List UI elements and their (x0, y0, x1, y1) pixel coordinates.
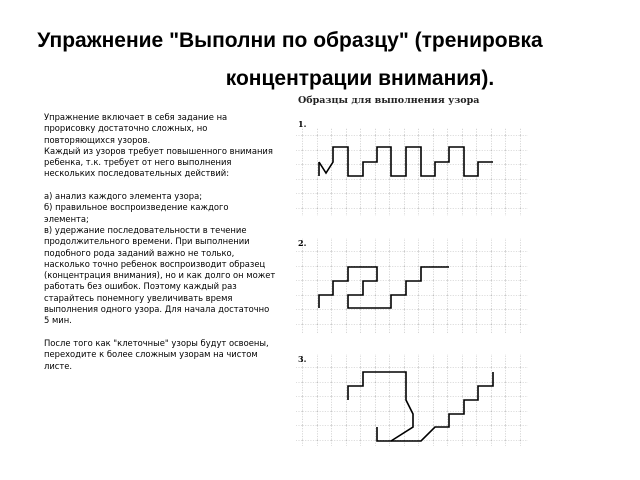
exercise-description (44, 112, 276, 372)
step-b: б) правильное воспроизведение каждого элемента; (44, 202, 229, 224)
grid-3 (296, 354, 528, 446)
pattern-2-label: 2. (298, 238, 307, 248)
paragraph-attention: Каждый из узоров требует повышенного внимания ребенка, т.к. требует от него выполнения нескольких последовательных действий: (44, 145, 273, 179)
title-line-1: Упражнение "Выполни по образцу" (тренировка (37, 29, 543, 52)
samples-heading: Образцы для выполнения узора (298, 95, 480, 106)
grid-2 (296, 238, 528, 334)
pattern-3-label: 3. (298, 354, 307, 364)
step-a: а) анализ каждого элемента узора; (44, 191, 203, 202)
grid-1 (296, 128, 528, 216)
pattern-1-label: 1. (298, 119, 307, 129)
paragraph-intro: Упражнение включает в себя задание на прорисовку достаточно сложных, но повторяющихся узоров. (44, 112, 228, 145)
title-line-2: концентрации внимания). (225, 67, 495, 90)
pattern-grids (288, 92, 538, 452)
step-c: в) удержание последовательности в течение продолжительного времени. При выполнении подобного рода заданий важно не только, насколько точно ребенок воспроизводит образец (концентрация внимания), но и как долго он может работать без ошибок. Поэтому каждый раз старайтесь понемногу увеличивать время выполнения одного узора. Для начала достаточно 5 мин. (44, 224, 276, 326)
paragraph-next: После того как "клеточные" узоры будут освоены, переходите к более сложным узорам на чистом листе. (44, 337, 269, 371)
page-title (0, 22, 640, 98)
sample-patterns-panel (288, 92, 538, 452)
